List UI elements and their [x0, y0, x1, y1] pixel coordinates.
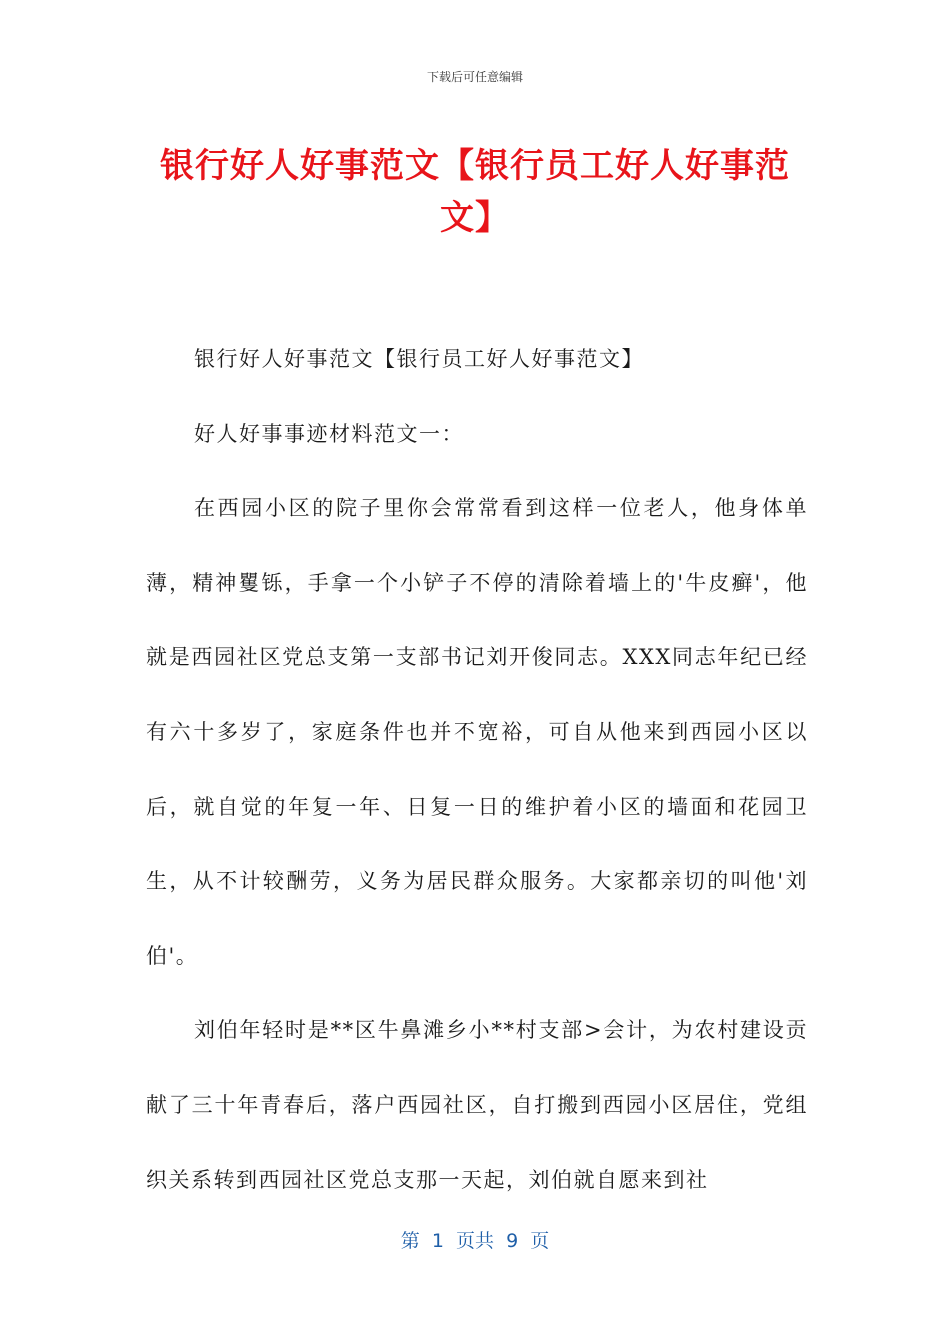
paragraph: 好人好事事迹材料范文一： — [194, 421, 464, 446]
page-number-label: 第 1 页共 9 页 — [400, 1230, 550, 1252]
document-body — [146, 322, 808, 1217]
paragraph: 银行好人好事范文【银行员工好人好事范文】 — [194, 347, 644, 371]
document-title: 银行好人好事范文【银行员工好人好事范文】 — [160, 146, 790, 238]
header-note: 下载后可任意编辑 — [426, 70, 523, 84]
page-footer — [0, 1226, 950, 1253]
paragraph: 刘伯年轻时是**区牛鼻滩乡小**村支部>会计，为农村建设贡献了三十年青春后，落户西园社区，自打搬到西园小区居住，党组织关系转到西园社区党总支那一天起，刘伯就自愿来到社 — [146, 1018, 808, 1192]
paragraph: 在西园小区的院子里你会常常看到这样一位老人，他身体单薄，精神矍铄，手拿一个小铲子不停的清除着墙上的'牛皮癣'，他就是西园社区党总支第一支部书记刘开俊同志。XXX同志年纪已经有六十多岁了，家庭条件也并不宽裕，可自从他来到西园小区以后，就自觉的年复一年、日复一日的维护着小区的墙面和花园卫生，从不计较酬劳，义务为居民群众服务。大家都亲切的叫他'刘伯'。 — [146, 496, 808, 968]
